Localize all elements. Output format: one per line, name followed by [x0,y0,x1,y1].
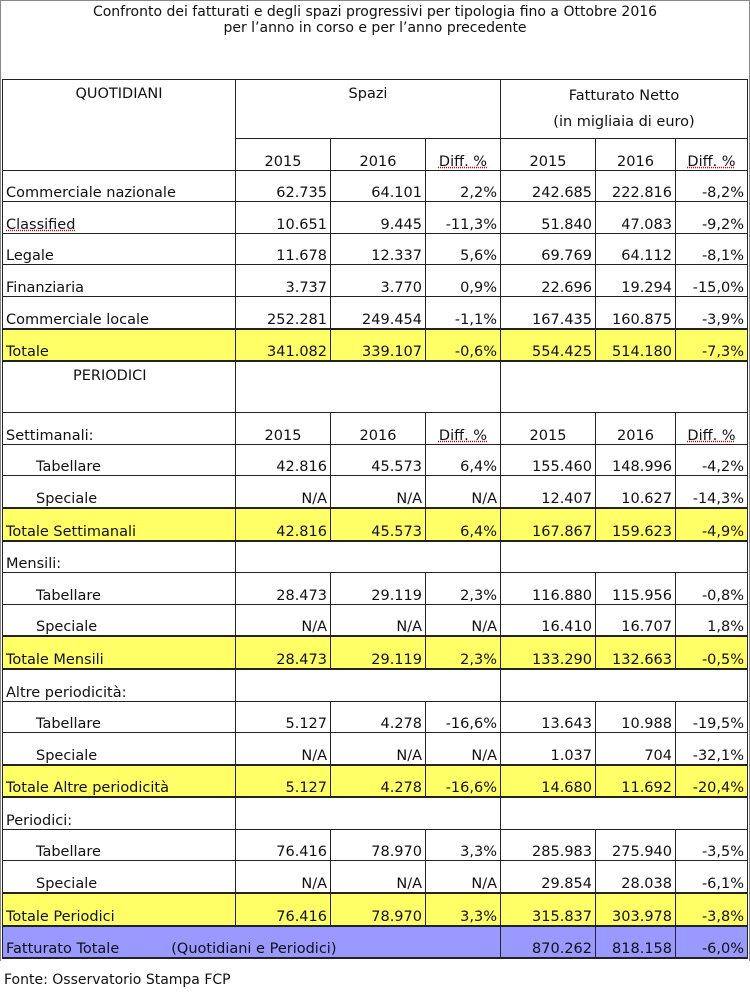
header-year-2015: 2015 [501,413,596,445]
cell-s16: 249.454 [331,296,426,328]
cell-f16: 10.627 [596,476,676,508]
cell-s15: 28.473 [236,573,331,605]
cell-fd: -32,1% [676,733,748,765]
table-row [3,444,748,476]
cell-s15: N/A [236,861,331,893]
row-label-text: Legale [6,248,54,265]
cell-sd: N/A [426,733,501,765]
header-periodici: PERIODICI [3,361,236,413]
cell-s15: 5.127 [236,765,331,798]
row-label: Tabellare [3,829,236,861]
cell-fd: -6,0% [676,926,748,959]
total-row [3,893,748,926]
cell-f15: 16.410 [501,604,596,636]
header-diff [426,413,501,445]
cell-s15: 28.473 [236,636,331,669]
cell-f16: 115.956 [596,573,676,605]
cell-s16: 78.970 [331,829,426,861]
cell-s15: 11.678 [236,233,331,265]
cell-f16: 222.816 [596,170,676,202]
cell-fd: -3,9% [676,296,748,328]
table-row [3,170,748,202]
cell-f16: 64.112 [596,233,676,265]
cell-f15: 167.867 [501,508,596,541]
cell-sd: 5,6% [426,233,501,265]
cell-s15: 252.281 [236,296,331,328]
cell-f16: 132.663 [596,636,676,669]
table-row [3,573,748,605]
diff-label: Diff. % [687,427,736,444]
cell-fd: -8,2% [676,170,748,202]
blank-cell [236,797,501,829]
cell-fd: -4,9% [676,508,748,541]
cell-s16: N/A [331,604,426,636]
row-label: Totale [3,329,236,362]
source-footer: Fonte: Osservatorio Stampa FCP [4,972,231,988]
cell-s16: 29.119 [331,573,426,605]
group-header-row [3,797,748,829]
cell-s16: 78.970 [331,893,426,926]
cell-fd: -6,1% [676,861,748,893]
cell-s15: N/A [236,604,331,636]
cell-fd: -0,8% [676,573,748,605]
cell-fd: -14,3% [676,476,748,508]
cell-f16: 11.692 [596,765,676,798]
cell-s16: 9.445 [331,202,426,234]
row-label: Tabellare [3,573,236,605]
cell-f15: 14.680 [501,765,596,798]
group-header-row [3,413,748,445]
cell-fd: -0,5% [676,636,748,669]
table-title [0,4,750,36]
row-label [3,296,236,328]
row-label: Speciale [3,861,236,893]
cell-s15: 3.737 [236,265,331,297]
diff-label: Diff. % [438,153,488,170]
header-diff [426,139,501,171]
cell-fd: -15,0% [676,265,748,297]
cell-f15: 155.460 [501,444,596,476]
cell-s16: 3.770 [331,265,426,297]
cell-s16: 64.101 [331,170,426,202]
header-year-2015: 2015 [501,139,596,171]
cell-f16: 10.988 [596,701,676,733]
cell-f16: 159.623 [596,508,676,541]
cell-f15: 29.854 [501,861,596,893]
cell-f16: 514.180 [596,329,676,362]
periodici-header-row [3,361,748,413]
cell-s16: 4.278 [331,765,426,798]
header-year-2015: 2015 [236,139,331,171]
cell-sd: N/A [426,861,501,893]
cell-fd: -9,2% [676,202,748,234]
cell-fd: -7,3% [676,329,748,362]
row-label [3,170,236,202]
cell-f16: 16.707 [596,604,676,636]
blank-cell [501,797,748,829]
row-label: Totale Periodici [3,893,236,926]
cell-f16: 818.158 [596,926,676,959]
table-row [3,476,748,508]
table-row [3,233,748,265]
cell-s15: 76.416 [236,893,331,926]
header-diff [676,413,748,445]
cell-sd: 6,4% [426,508,501,541]
grand-total-text: Fatturato Totale [6,941,120,958]
blank-cell [501,541,748,573]
cell-fd: -3,5% [676,829,748,861]
table-row [3,604,748,636]
cell-f16: 303.978 [596,893,676,926]
header-fatturato-sub: (in migliaia di euro) [501,110,748,139]
cell-sd: N/A [426,604,501,636]
row-label: Tabellare [3,444,236,476]
header-spazi: Spazi [236,80,501,139]
grand-total-label [3,926,501,959]
header-year-2016: 2016 [331,139,426,171]
header-quotidiani: QUOTIDIANI [3,80,236,171]
cell-f15: 242.685 [501,170,596,202]
cell-fd: 1,8% [676,604,748,636]
row-label [3,265,236,297]
cell-fd: -8,1% [676,233,748,265]
group-label: Periodici: [3,797,236,829]
header-year-2015: 2015 [236,413,331,445]
cell-f15: 12.407 [501,476,596,508]
cell-f15: 13.643 [501,701,596,733]
title-line-1: Confronto dei fatturati e degli spazi progressivi per tipologia fino a Ottobre 2016 [92,4,658,20]
table-row [3,202,748,234]
cell-s16: 45.573 [331,444,426,476]
cell-s15: N/A [236,733,331,765]
group-header-row [3,541,748,573]
cell-fd: -20,4% [676,765,748,798]
cell-sd: 6,4% [426,444,501,476]
header-year-2016: 2016 [331,413,426,445]
row-label: Totale Mensili [3,636,236,669]
cell-sd: N/A [426,476,501,508]
cell-f16: 47.083 [596,202,676,234]
cell-f16: 160.875 [596,296,676,328]
cell-f15: 69.769 [501,233,596,265]
cell-sd: 3,3% [426,893,501,926]
cell-sd: -11,3% [426,202,501,234]
cell-sd: 2,3% [426,573,501,605]
cell-fd: -3,8% [676,893,748,926]
total-row [3,636,748,669]
row-label: Totale Altre periodicità [3,765,236,798]
cell-f15: 870.262 [501,926,596,959]
cell-f16: 28.038 [596,861,676,893]
blank-cell [501,361,748,413]
cell-s16: 45.573 [331,508,426,541]
table-row [3,733,748,765]
cell-s15: 341.082 [236,329,331,362]
row-label: Speciale [3,733,236,765]
header-row-1 [3,80,748,111]
cell-s16: N/A [331,733,426,765]
data-table [2,79,748,959]
cell-sd: -16,6% [426,765,501,798]
table-row [3,861,748,893]
cell-fd: -4,2% [676,444,748,476]
cell-sd: 0,9% [426,265,501,297]
header-year-2016: 2016 [596,413,676,445]
row-label: Speciale [3,604,236,636]
row-label: Tabellare [3,701,236,733]
header-year-2016: 2016 [596,139,676,171]
cell-f15: 1.037 [501,733,596,765]
blank-cell [236,669,501,701]
cell-f16: 275.940 [596,829,676,861]
grand-total-subtext: (Quotidiani e Periodici) [171,941,337,958]
table-row [3,265,748,297]
cell-s16: 339.107 [331,329,426,362]
group-label: Mensili: [3,541,236,573]
total-row [3,508,748,541]
cell-sd: 2,2% [426,170,501,202]
cell-fd: -19,5% [676,701,748,733]
header-diff [676,139,748,171]
cell-s16: 29.119 [331,636,426,669]
cell-s16: N/A [331,861,426,893]
cell-s15: 5.127 [236,701,331,733]
cell-f15: 22.696 [501,265,596,297]
cell-s16: 12.337 [331,233,426,265]
cell-f15: 285.983 [501,829,596,861]
cell-f15: 133.290 [501,636,596,669]
row-label-text: Commerciale locale [6,311,149,328]
cell-sd: -1,1% [426,296,501,328]
cell-f15: 167.435 [501,296,596,328]
table-row [3,296,748,328]
cell-f15: 116.880 [501,573,596,605]
total-row [3,765,748,798]
header-fatturato: Fatturato Netto [501,80,748,111]
diff-label: Diff. % [687,153,736,170]
table-row [3,701,748,733]
cell-s16: N/A [331,476,426,508]
cell-sd: 2,3% [426,636,501,669]
cell-sd: -0,6% [426,329,501,362]
cell-f16: 19.294 [596,265,676,297]
cell-sd: 3,3% [426,829,501,861]
cell-sd: -16,6% [426,701,501,733]
row-label: Totale Settimanali [3,508,236,541]
cell-s15: 42.816 [236,508,331,541]
cell-s15: 10.651 [236,202,331,234]
group-label: Altre periodicità: [3,669,236,701]
group-label: Settimanali: [3,413,236,445]
total-row [3,329,748,362]
blank-cell [236,541,501,573]
row-label: Speciale [3,476,236,508]
cell-f15: 554.425 [501,329,596,362]
row-label-text: Classified [6,216,76,233]
cell-f15: 51.840 [501,202,596,234]
cell-f16: 704 [596,733,676,765]
cell-s15: 62.735 [236,170,331,202]
row-label [3,202,236,234]
cell-f15: 315.837 [501,893,596,926]
diff-label: Diff. % [438,427,488,444]
row-label-text: Finanziaria [6,279,84,296]
title-line-2: per l’anno in corso e per l’anno precedente [223,20,527,36]
cell-s15: N/A [236,476,331,508]
blank-cell [236,361,501,413]
grand-total-row [3,926,748,959]
cell-s15: 76.416 [236,829,331,861]
cell-f16: 148.996 [596,444,676,476]
row-label [3,233,236,265]
blank-cell [501,669,748,701]
group-header-row [3,669,748,701]
row-label-text: Commerciale nazionale [6,185,176,202]
cell-s16: 4.278 [331,701,426,733]
cell-s15: 42.816 [236,444,331,476]
table-row [3,829,748,861]
